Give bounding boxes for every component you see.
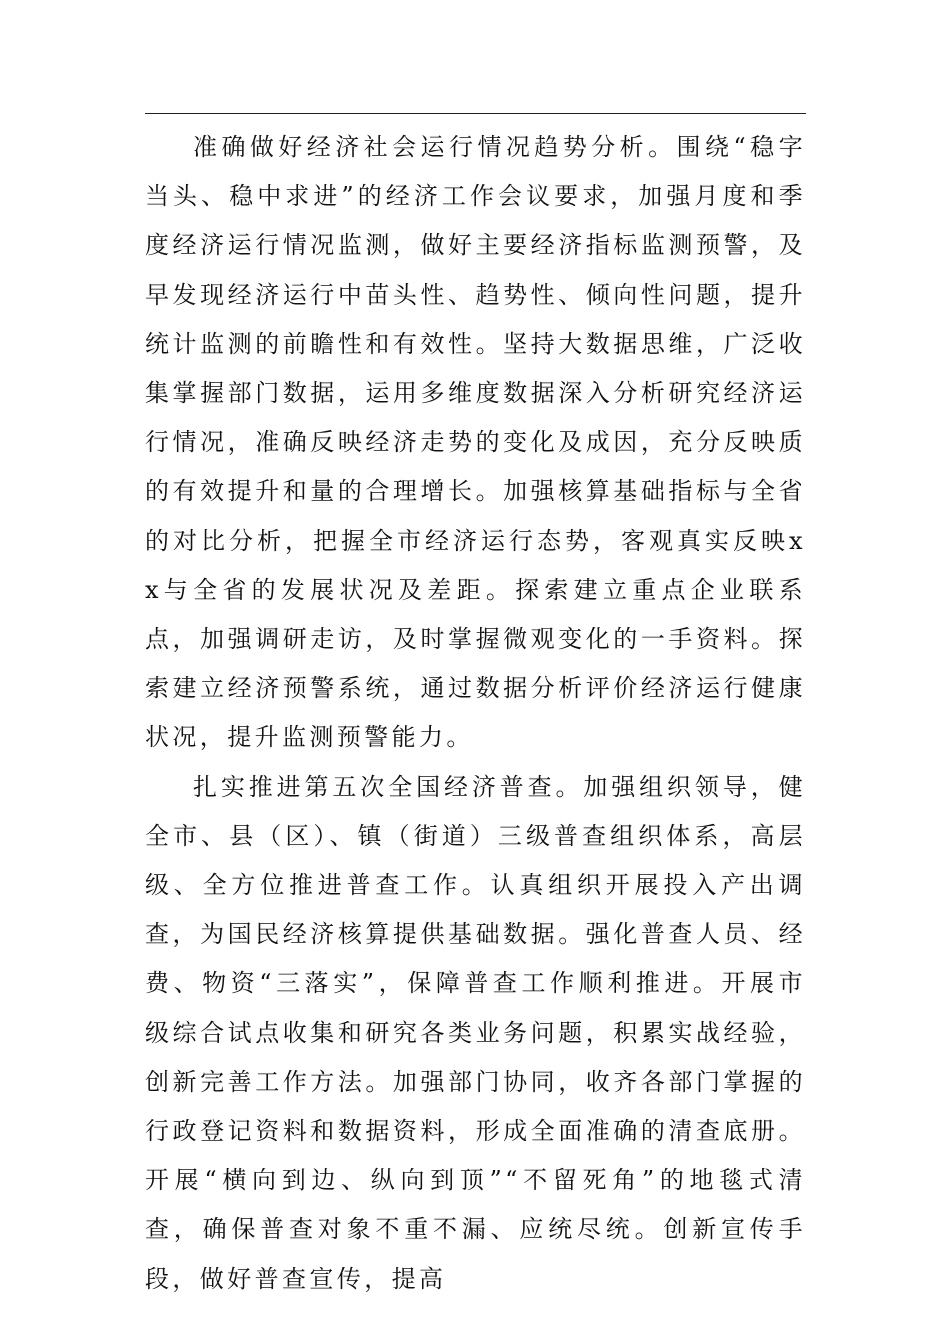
paragraph-economic-analysis: 准确做好经济社会运行情况趋势分析。围绕“稳字当头、稳中求进”的经济工作会议要求，加强月度和季度经济运行情况监测，做好主要经济指标监测预警，及早发现经济运行中苗头性、趋势性、倾向性问题，提升统计监测的前瞻性和有效性。坚持大数据思维，广泛收集掌握部门数据，运用多维度数据深入分析研究经济运行情况，准确反映经济走势的变化及成因，充分反映质的有效提升和量的合理增长。加强核算基础指标与全省的对比分析，把握全市经济运行态势，客观真实反映xx与全省的发展状况及差距。探索建立重点企业联系点，加强调研走访，及时掌握微观变化的一手资料。探索建立经济预警系统，通过数据分析评价经济运行健康状况，提升监测预警能力。	[145, 133, 806, 752]
document-body	[145, 123, 806, 1304]
paragraph-economic-census: 扎实推进第五次全国经济普查。加强组织领导，健全市、县（区）、镇（街道）三级普查组织体系，高层级、全方位推进普查工作。认真组织开展投入产出调查，为国民经济核算提供基础数据。强化普查人员、经费、物资“三落实”，保障普查工作顺利推进。开展市级综合试点收集和研究各类业务问题，积累实战经验，创新完善工作方法。加强部门协同，收齐各部门掌握的行政登记资料和数据资料，形成全面准确的清查底册。开展“横向到边、纵向到顶”“不留死角”的地毯式清查，确保普查对象不重不漏、应统尽统。创新宣传手段，做好普查宣传，提高	[145, 772, 806, 1293]
header-rule	[145, 113, 806, 114]
